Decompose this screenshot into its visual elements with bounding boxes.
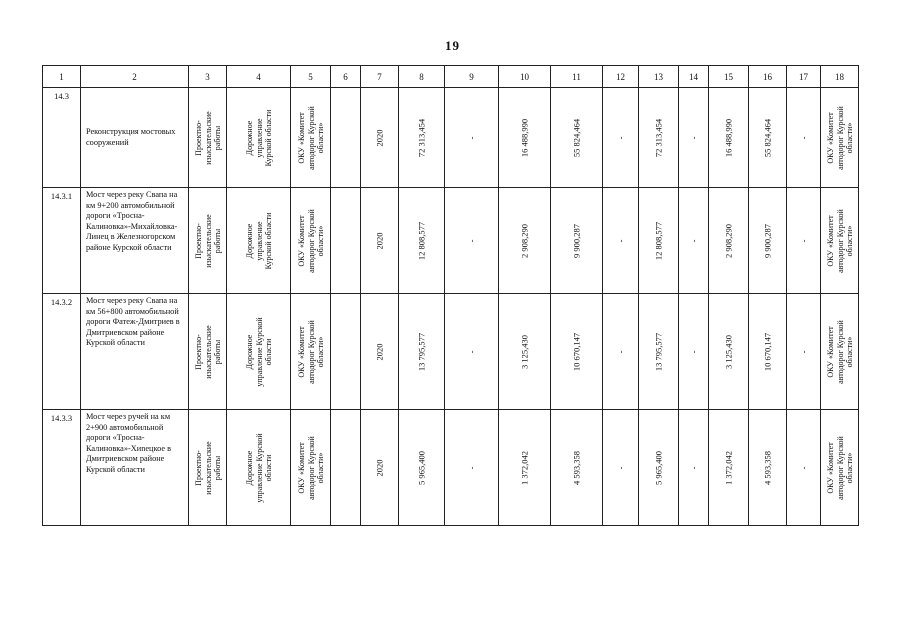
- rotated-text: [375, 459, 385, 476]
- cell-c13: [639, 88, 679, 188]
- rotated-text: [417, 118, 427, 156]
- rotated-text: [375, 129, 385, 146]
- value-c17: -: [797, 350, 808, 353]
- header-col-15: 15: [709, 66, 749, 88]
- rotated-text: [193, 111, 222, 164]
- rotated-text: [689, 350, 699, 353]
- rotated-text: [825, 320, 854, 384]
- table-row: [43, 188, 859, 294]
- rotated-text: [572, 451, 582, 485]
- cell-c14: [679, 294, 709, 410]
- cell-work-type: [189, 410, 227, 526]
- recipient-line: области»: [844, 452, 854, 483]
- rotated-text: [763, 332, 773, 370]
- value-c17: -: [797, 136, 808, 139]
- rotated-text: [616, 239, 626, 242]
- value-c13: 5 965,400: [652, 450, 663, 485]
- cell-c16: [749, 410, 787, 526]
- cell-c8: [399, 188, 445, 294]
- value-c10: 16 488,990: [518, 118, 529, 157]
- executor-line: ОКУ «Комитет: [296, 111, 306, 164]
- value-c10: 1 372,042: [518, 450, 529, 485]
- program-table: [42, 65, 859, 526]
- value-year: 2020: [373, 129, 384, 146]
- header-col-11: 11: [551, 66, 603, 88]
- cell-c8: [399, 410, 445, 526]
- cell-executor: [291, 88, 331, 188]
- cell-c13: [639, 188, 679, 294]
- rotated-text: [296, 106, 325, 170]
- rotated-text: [799, 466, 809, 469]
- value-c13: 72 313,454: [652, 118, 663, 157]
- cell-customer: [227, 294, 291, 410]
- work-type-line: изыскательские: [202, 440, 212, 495]
- cell-work-type: [189, 294, 227, 410]
- work-type-line: работы: [212, 125, 222, 150]
- recipient-line: ОКУ «Комитет: [825, 111, 835, 164]
- value-c16: 9 900,287: [761, 223, 772, 258]
- cell-c8: [399, 294, 445, 410]
- customer-line: Дорожное: [244, 450, 254, 485]
- executor-line: ОКУ «Комитет: [296, 325, 306, 378]
- cell-c17: [787, 294, 821, 410]
- rotated-text: [296, 436, 325, 500]
- work-type-line: изыскательские: [202, 110, 212, 165]
- table-row: [43, 294, 859, 410]
- cell-recipient: [821, 294, 859, 410]
- header-col-16: 16: [749, 66, 787, 88]
- value-c14: -: [687, 239, 698, 242]
- cell-executor: [291, 294, 331, 410]
- rotated-text: [616, 350, 626, 353]
- rotated-text: [467, 466, 477, 469]
- value-c16: 10 670,147: [761, 332, 772, 371]
- value-c9: -: [465, 466, 476, 469]
- rotated-text: [417, 332, 427, 370]
- rotated-text: [654, 332, 664, 370]
- value-c8: 5 965,400: [415, 450, 426, 485]
- header-col-12: 12: [603, 66, 639, 88]
- row-number: 14.3: [43, 88, 81, 188]
- value-c11: 10 670,147: [570, 332, 581, 371]
- customer-line: области: [263, 454, 273, 481]
- rotated-text: [616, 136, 626, 139]
- cell-c8: [399, 88, 445, 188]
- recipient-line: ОКУ «Комитет: [825, 214, 835, 267]
- rotated-text: [724, 118, 734, 156]
- work-type-line: работы: [212, 228, 222, 253]
- rotated-text: [724, 451, 734, 485]
- rotated-text: [825, 436, 854, 500]
- value-year: 2020: [373, 459, 384, 476]
- rotated-text: [467, 350, 477, 353]
- executor-line: области»: [315, 452, 325, 483]
- value-c17: -: [797, 466, 808, 469]
- object-name: Мост через реку Свапа на км 9+200 автомобильной дороги «Тросна-Калиновка»-Михайловка-Линец в Железногорском районе Курской области: [81, 188, 189, 294]
- object-name: Мост через реку Свапа на км 56+800 автомобильной дороги Фатеж-Дмитриев в Дмитриевском районе Курской области: [81, 294, 189, 410]
- rotated-text: [654, 118, 664, 156]
- header-col-7: 7: [361, 66, 399, 88]
- rotated-text: [417, 221, 427, 259]
- rotated-text: [193, 441, 222, 494]
- cell-c12: [603, 188, 639, 294]
- header-col-10: 10: [499, 66, 551, 88]
- value-c11: 9 900,287: [570, 223, 581, 258]
- table-row: [43, 88, 859, 188]
- rotated-text: [799, 350, 809, 353]
- value-c10: 2 908,290: [518, 223, 529, 258]
- header-col-4: 4: [227, 66, 291, 88]
- cell-c16: [749, 188, 787, 294]
- cell-c6: [331, 188, 361, 294]
- recipient-line: области»: [844, 336, 854, 367]
- header-col-1: 1: [43, 66, 81, 88]
- rotated-text: [244, 317, 273, 386]
- work-type-line: работы: [212, 339, 222, 364]
- cell-year: [361, 294, 399, 410]
- value-c9: -: [465, 350, 476, 353]
- cell-c9: [445, 294, 499, 410]
- cell-year: [361, 410, 399, 526]
- cell-c11: [551, 188, 603, 294]
- header-col-18: 18: [821, 66, 859, 88]
- value-c14: -: [687, 466, 698, 469]
- recipient-line: ОКУ «Комитет: [825, 441, 835, 494]
- recipient-line: области»: [844, 225, 854, 256]
- cell-c16: [749, 294, 787, 410]
- cell-c12: [603, 410, 639, 526]
- cell-c6: [331, 410, 361, 526]
- header-col-3: 3: [189, 66, 227, 88]
- object-name: Реконструкция мостовых сооружений: [81, 88, 189, 188]
- cell-c11: [551, 88, 603, 188]
- cell-c14: [679, 88, 709, 188]
- cell-customer: [227, 410, 291, 526]
- cell-c9: [445, 88, 499, 188]
- executor-line: области»: [315, 225, 325, 256]
- rotated-text: [417, 451, 427, 485]
- row-number: 14.3.3: [43, 410, 81, 526]
- cell-c13: [639, 294, 679, 410]
- customer-line: области: [263, 338, 273, 365]
- value-c14: -: [687, 350, 698, 353]
- customer-line: Курской области: [263, 109, 273, 166]
- value-c9: -: [465, 239, 476, 242]
- rotated-text: [724, 224, 734, 258]
- customer-line: Дорожное: [244, 334, 254, 369]
- rotated-text: [244, 433, 273, 502]
- value-c12: -: [614, 466, 625, 469]
- recipient-line: области»: [844, 122, 854, 153]
- customer-line: Курской области: [263, 212, 273, 269]
- rotated-text: [244, 109, 273, 166]
- value-c15: 3 125,430: [722, 334, 733, 369]
- cell-recipient: [821, 88, 859, 188]
- customer-line: управление: [253, 117, 263, 158]
- header-col-6: 6: [331, 66, 361, 88]
- value-c12: -: [614, 136, 625, 139]
- rotated-text: [572, 118, 582, 156]
- recipient-line: автодорог Курской: [834, 105, 844, 170]
- rotated-text: [689, 466, 699, 469]
- cell-c15: [709, 410, 749, 526]
- value-c17: -: [797, 239, 808, 242]
- cell-c10: [499, 88, 551, 188]
- value-c15: 16 488,990: [722, 118, 733, 157]
- executor-line: ОКУ «Комитет: [296, 214, 306, 267]
- work-type-line: изыскательские: [202, 213, 212, 268]
- rotated-text: [193, 325, 222, 378]
- object-name: Мост через ручей на км 2+900 автомобильной дороги «Тросна-Калиновка»-Хиnецкое в Дмитриевском районе Курской области: [81, 410, 189, 526]
- cell-c6: [331, 294, 361, 410]
- cell-c14: [679, 188, 709, 294]
- work-type-line: работы: [212, 455, 222, 480]
- executor-line: области»: [315, 336, 325, 367]
- cell-c13: [639, 410, 679, 526]
- value-c16: 55 824,464: [761, 118, 772, 157]
- rotated-text: [572, 224, 582, 258]
- value-c11: 4 593,358: [570, 450, 581, 485]
- rotated-text: [763, 224, 773, 258]
- cell-customer: [227, 188, 291, 294]
- rotated-text: [244, 212, 273, 269]
- executor-line: ОКУ «Комитет: [296, 441, 306, 494]
- executor-line: автодорог Курской: [305, 208, 315, 273]
- rotated-text: [799, 239, 809, 242]
- value-c15: 2 908,290: [722, 223, 733, 258]
- customer-line: Дорожное: [244, 223, 254, 258]
- header-col-17: 17: [787, 66, 821, 88]
- row-number: 14.3.1: [43, 188, 81, 294]
- work-type-line: Проектно-: [193, 119, 203, 156]
- cell-c9: [445, 188, 499, 294]
- page-number: 19: [445, 38, 460, 53]
- cell-c15: [709, 294, 749, 410]
- value-c8: 72 313,454: [415, 118, 426, 157]
- cell-customer: [227, 88, 291, 188]
- cell-c17: [787, 88, 821, 188]
- table-row: [43, 410, 859, 526]
- rotated-text: [520, 224, 530, 258]
- rotated-text: [572, 332, 582, 370]
- cell-c11: [551, 294, 603, 410]
- rotated-text: [616, 466, 626, 469]
- customer-line: управление Курской: [253, 316, 263, 387]
- rotated-text: [825, 106, 854, 170]
- executor-line: автодорог Курской: [305, 319, 315, 384]
- rotated-text: [467, 239, 477, 242]
- header-col-8: 8: [399, 66, 445, 88]
- cell-c12: [603, 88, 639, 188]
- value-c12: -: [614, 350, 625, 353]
- recipient-line: автодорог Курской: [834, 319, 844, 384]
- cell-executor: [291, 188, 331, 294]
- value-c8: 12 808,577: [415, 221, 426, 260]
- value-c15: 1 372,042: [722, 450, 733, 485]
- rotated-text: [520, 118, 530, 156]
- row-number: 14.3.2: [43, 294, 81, 410]
- recipient-line: ОКУ «Комитет: [825, 325, 835, 378]
- cell-recipient: [821, 410, 859, 526]
- rotated-text: [689, 239, 699, 242]
- work-type-line: изыскательские: [202, 324, 212, 379]
- rotated-text: [763, 118, 773, 156]
- executor-line: автодорог Курской: [305, 105, 315, 170]
- value-c13: 13 795,577: [652, 332, 663, 371]
- header-col-9: 9: [445, 66, 499, 88]
- cell-c17: [787, 410, 821, 526]
- cell-c11: [551, 410, 603, 526]
- work-type-line: Проектно-: [193, 333, 203, 370]
- value-c13: 12 808,577: [652, 221, 663, 260]
- cell-c9: [445, 410, 499, 526]
- work-type-line: Проектно-: [193, 222, 203, 259]
- header-col-2: 2: [81, 66, 189, 88]
- cell-work-type: [189, 88, 227, 188]
- cell-c10: [499, 188, 551, 294]
- value-c14: -: [687, 136, 698, 139]
- cell-c15: [709, 88, 749, 188]
- rotated-text: [520, 451, 530, 485]
- header-row: [43, 66, 859, 88]
- cell-c15: [709, 188, 749, 294]
- header-col-13: 13: [639, 66, 679, 88]
- cell-c6: [331, 88, 361, 188]
- executor-line: автодорог Курской: [305, 435, 315, 500]
- cell-c10: [499, 294, 551, 410]
- rotated-text: [689, 136, 699, 139]
- cell-c14: [679, 410, 709, 526]
- value-year: 2020: [373, 232, 384, 249]
- value-c9: -: [465, 136, 476, 139]
- rotated-text: [763, 451, 773, 485]
- rotated-text: [654, 451, 664, 485]
- cell-c10: [499, 410, 551, 526]
- rotated-text: [825, 209, 854, 273]
- value-c16: 4 593,358: [761, 450, 772, 485]
- cell-executor: [291, 410, 331, 526]
- cell-work-type: [189, 188, 227, 294]
- rotated-text: [654, 221, 664, 259]
- rotated-text: [799, 136, 809, 139]
- rotated-text: [296, 320, 325, 384]
- rotated-text: [724, 335, 734, 369]
- rotated-text: [520, 335, 530, 369]
- rotated-text: [375, 232, 385, 249]
- rotated-text: [375, 343, 385, 360]
- cell-c12: [603, 294, 639, 410]
- work-type-line: Проектно-: [193, 449, 203, 486]
- cell-year: [361, 188, 399, 294]
- value-c8: 13 795,577: [415, 332, 426, 371]
- rotated-text: [467, 136, 477, 139]
- header-col-14: 14: [679, 66, 709, 88]
- value-c11: 55 824,464: [570, 118, 581, 157]
- customer-line: управление Курской: [253, 432, 263, 503]
- header-col-5: 5: [291, 66, 331, 88]
- recipient-line: автодорог Курской: [834, 208, 844, 273]
- cell-c16: [749, 88, 787, 188]
- rotated-text: [296, 209, 325, 273]
- value-c12: -: [614, 239, 625, 242]
- cell-year: [361, 88, 399, 188]
- value-year: 2020: [373, 343, 384, 360]
- cell-c17: [787, 188, 821, 294]
- customer-line: управление: [253, 220, 263, 261]
- rotated-text: [193, 214, 222, 267]
- customer-line: Дорожное: [244, 120, 254, 155]
- cell-recipient: [821, 188, 859, 294]
- value-c10: 3 125,430: [518, 334, 529, 369]
- recipient-line: автодорог Курской: [834, 435, 844, 500]
- executor-line: области»: [315, 122, 325, 153]
